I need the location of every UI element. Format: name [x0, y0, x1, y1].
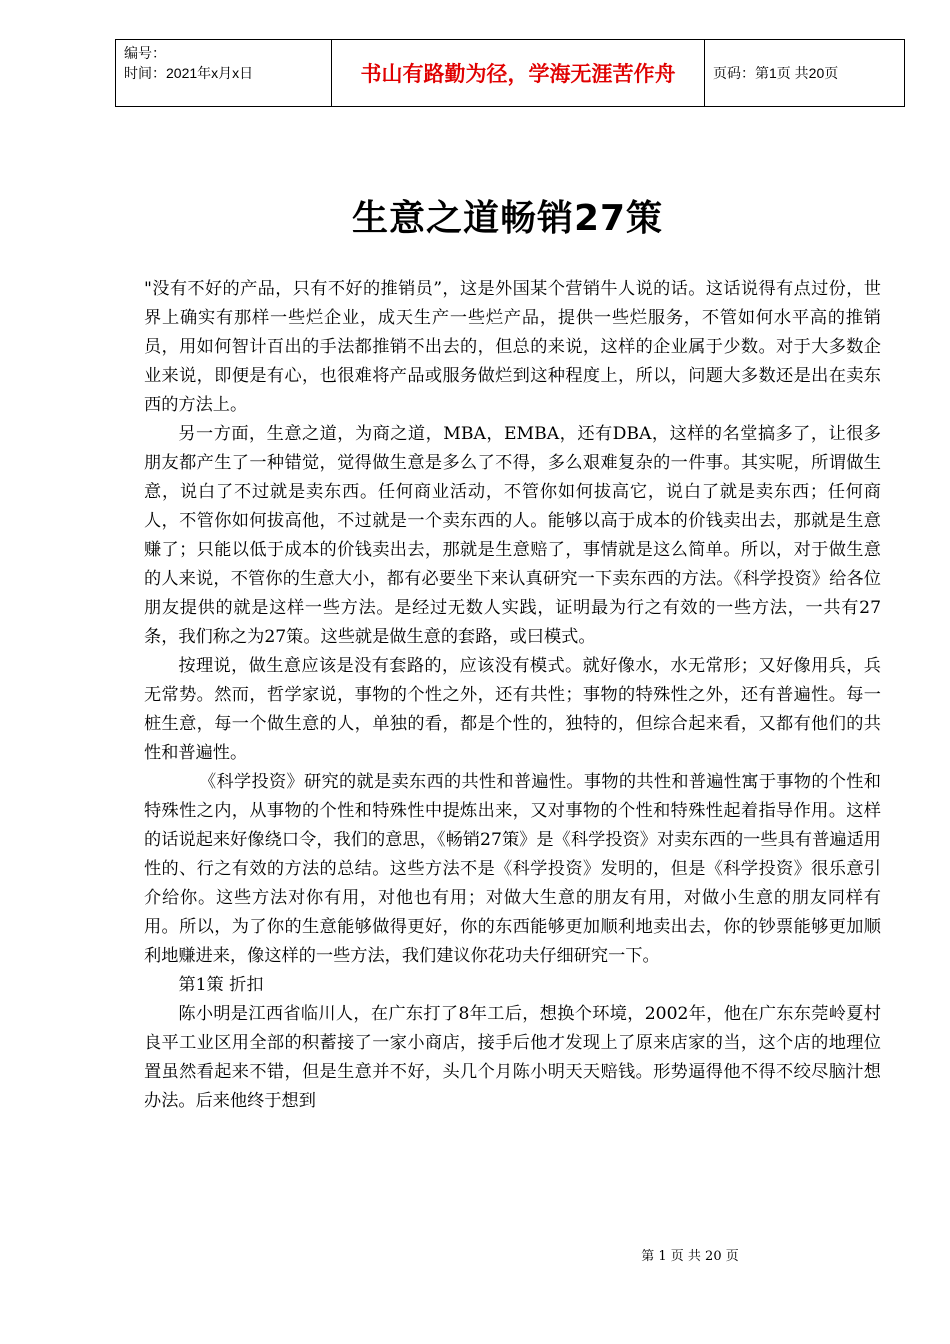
document-title: 生意之道畅销27策 [351, 198, 664, 239]
document-number-label: 编号： [124, 45, 166, 61]
document-time-label: 时间：2021年x月x日 [124, 65, 254, 81]
paragraph: "没有不好的产品，只有不好的推销员”，这是外国某个营销牛人说的话。这话说得有点过份，世界上确实有那样一些烂企业，成天生产一些烂产品，提供一些烂服务，不管如何水平高的推销员，用如何智计百出的手法都推销不出去的，但总的来说，这样的企业属于少数。对于大多数企业来说，即便是有心，也很难将产品或服务做烂到这种程度上，所以，问题大多数还是出在卖东西的方法上。 [144, 279, 881, 415]
paragraph: 《科学投资》研究的就是卖东西的共性和普遍性。事物的共性和普遍性寓于事物的个性和特殊性之内，从事物的个性和特殊性中提炼出来，又对事物的个性和特殊性起着指导作用。这样的话说起来好像绕口令，我们的意思，《畅销27策》是《科学投资》对卖东西的一些具有普遍适用性的、行之有效的方法的总结。这些方法不是《科学投资》发明的，但是《科学投资》很乐意引介给你。这些方法对你有用，对他也有用；对做大生意的朋友有用，对做小生意的朋友同样有用。所以，为了你的生意能够做得更好，你的东西能够更加顺利地卖出去，你的钞票能够更加顺利地赚进来，像这样的一些方法，我们建议你花功夫仔细研究一下。 [144, 772, 881, 966]
paragraph: 按理说，做生意应该是没有套路的，应该没有模式。就好像水，水无常形；又好像用兵，兵无常势。然而，哲学家说，事物的个性之外，还有共性；事物的特殊性之外，还有普遍性。每一桩生意，每一个做生意的人，单独的看，都是个性的，独特的，但综合起来看，又都有他们的共性和普遍性。 [144, 656, 881, 763]
document-body [144, 275, 881, 1116]
header-meta-cell [116, 40, 332, 107]
section-heading: 第1策 折扣 [178, 975, 264, 995]
header-table [115, 39, 905, 107]
header-motto: 书山有路勤为径，学海无涯苦作舟 [332, 40, 705, 107]
header-page-label: 页码：第1页 共20页 [705, 40, 905, 107]
paragraph: 另一方面，生意之道，为商之道，MBA，EMBA，还有DBA，这样的名堂搞多了，让很多朋友都产生了一种错觉，觉得做生意是多么了不得，多么艰难复杂的一件事。其实呢，所谓做生意，说白了不过就是卖东西。任何商业活动，不管你如何拔高它，说白了就是卖东西；任何商人，不管你如何拔高他，不过就是一个卖东西的人。能够以高于成本的价钱卖出去，那就是生意赚了；只能以低于成本的价钱卖出去，那就是生意赔了，事情就是这么简单。所以，对于做生意的人来说，不管你的生意大小，都有必要坐下来认真研究一下卖东西的方法。《科学投资》给各位朋友提供的就是这样一些方法。是经过无数人实践，证明最为行之有效的一些方法，一共有27条，我们称之为27策。这些就是做生意的套路，或曰模式。 [144, 424, 881, 647]
page-footer: 第 1 页 共 20 页 [641, 1249, 739, 1264]
paragraph: 陈小明是江西省临川人，在广东打了8年工后，想换个环境，2002年，他在广东东莞岭夏村良平工业区用全部的积蓄接了一家小商店，接手后他才发现上了原来店家的当，这个店的地理位置虽然看起来不错，但是生意并不好，头几个月陈小明天天赔钱。形势逼得他不得不绞尽脑汁想办法。后来他终于想到 [144, 1004, 881, 1111]
